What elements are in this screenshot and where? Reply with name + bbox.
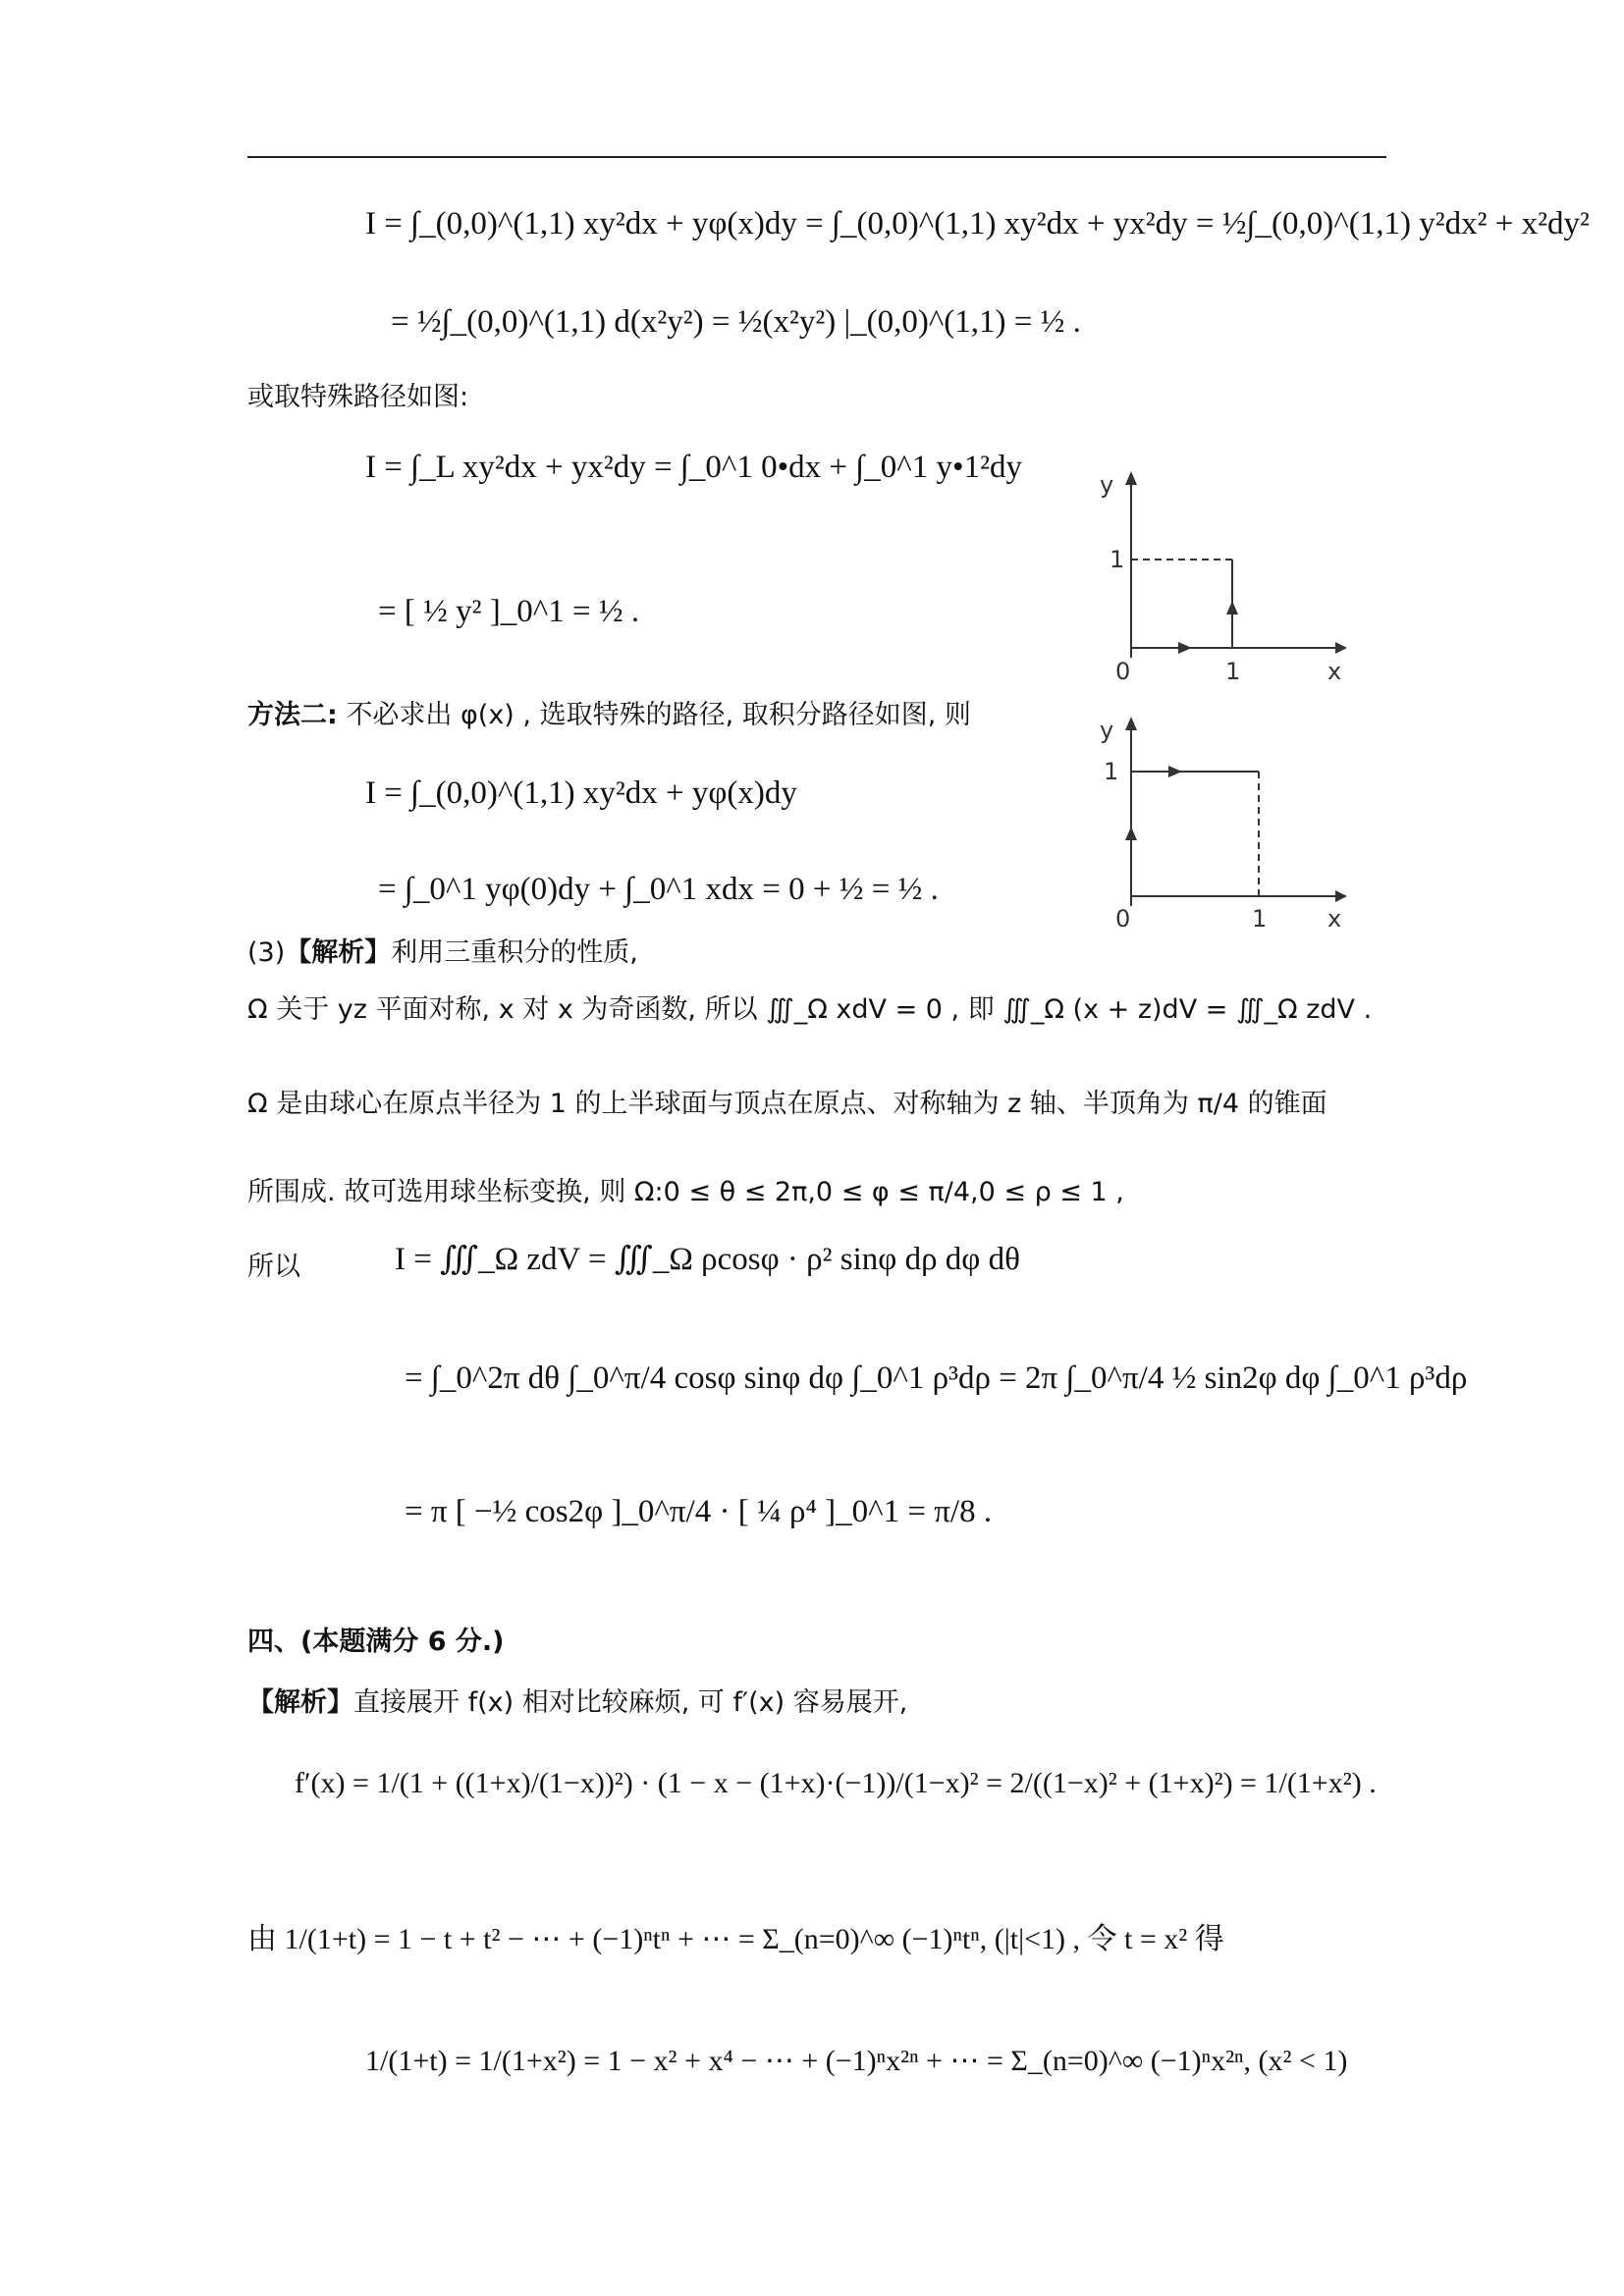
so-label: 所以	[247, 1252, 300, 1282]
method-two-label: 方法二:	[247, 700, 338, 730]
equation-line-10: f′(x) = 1/(1 + ((1+x)/(1−x))²) · (1 − x − (1+x)·(−1))/(1−x)² = 2/((1−x)² + (1+x)²) = 1/(1+x²) .	[295, 1767, 1377, 1799]
x-axis-arrow	[1335, 642, 1347, 654]
fig2-y-label: y	[1100, 717, 1114, 744]
header-rule	[247, 156, 1386, 158]
y-axis-arrow	[1125, 717, 1137, 730]
fig1-tick-y: 1	[1110, 546, 1125, 573]
y-axis-arrow	[1125, 471, 1137, 485]
equation-line-8: = ∫_0^2π dθ ∫_0^π/4 cosφ sinφ dφ ∫_0^1 ρ³dρ = 2π ∫_0^π/4 ½ sin2φ dφ ∫_0^1 ρ³dρ	[405, 1361, 1468, 1396]
fig1-tick-x: 1	[1225, 658, 1241, 685]
equation-line-7: I = ∭_Ω zdV = ∭_Ω ρcosφ · ρ² sinφ dρ dφ dθ	[395, 1242, 1020, 1277]
equation-line-11: 由 1/(1+t) = 1 − t + t² − ⋯ + (−1)ⁿtⁿ + ⋯ = Σ_(n=0)^∞ (−1)ⁿtⁿ, (|t|<1) , 令 t = x² 得	[247, 1923, 1224, 1955]
vertical-path-arrow	[1125, 827, 1137, 840]
section-four-label: 【解析】	[247, 1687, 353, 1718]
section-four-heading: 四、(本题满分 6 分.)	[247, 1627, 505, 1657]
equation-line-3: I = ∫_L xy²dx + yx²dy = ∫_0^1 0•dx + ∫_0^1 y•1²dy	[365, 450, 1022, 485]
vertical-path-arrow	[1226, 601, 1238, 614]
method-two-text: 不必求出 φ(x) , 选取特殊的路径, 取积分路径如图, 则	[346, 700, 971, 730]
x-axis-arrow	[1335, 890, 1347, 902]
fig2-tick-y: 1	[1104, 758, 1119, 785]
fig1-x-label: x	[1327, 658, 1342, 685]
fig2-tick-x: 1	[1252, 905, 1268, 933]
section-four-text: 直接展开 f(x) 相对比较麻烦, 可 f′(x) 容易展开,	[353, 1687, 908, 1718]
path-figure-2	[1090, 715, 1355, 940]
horizontal-path-arrow	[1168, 766, 1182, 777]
horizontal-path-arrow	[1178, 642, 1192, 654]
section-four-paragraph	[247, 1681, 907, 1719]
equation-line-9: = π [ −½ cos2φ ]_0^π/4 · [ ¼ ρ⁴ ]_0^1 = π/8 .	[405, 1494, 993, 1529]
alt-path-text: 或取特殊路径如图:	[247, 382, 469, 412]
part-three-label: 【解析】	[285, 937, 392, 968]
part-three-prefix: (3)	[247, 937, 286, 968]
path-figure-1	[1090, 471, 1345, 687]
fig1-origin-label: 0	[1115, 658, 1131, 685]
region-line-2: 所围成. 故可选用球坐标变换, 则 Ω:0 ≤ θ ≤ 2π,0 ≤ φ ≤ π/4,0 ≤ ρ ≤ 1 ,	[247, 1177, 1124, 1207]
fig2-x-label: x	[1327, 905, 1342, 933]
equation-line-5: I = ∫_(0,0)^(1,1) xy²dx + yφ(x)dy	[365, 775, 797, 811]
equation-line-1: I = ∫_(0,0)^(1,1) xy²dx + yφ(x)dy = ∫_(0,0)^(1,1) xy²dx + yx²dy = ½∫_(0,0)^(1,1) y²dx² + x²dy²	[365, 206, 1590, 241]
equation-line-4: = [ ½ y² ]_0^1 = ½ .	[378, 594, 640, 629]
symmetry-line: Ω 关于 yz 平面对称, x 对 x 为奇函数, 所以 ∭_Ω xdV = 0 , 即 ∭_Ω (x + z)dV = ∭_Ω zdV .	[247, 994, 1373, 1025]
equation-line-12: 1/(1+t) = 1/(1+x²) = 1 − x² + x⁴ − ⋯ + (−1)ⁿx²ⁿ + ⋯ = Σ_(n=0)^∞ (−1)ⁿx²ⁿ, (x² < 1)	[365, 2045, 1348, 2077]
fig2-origin-label: 0	[1115, 905, 1131, 933]
region-line: Ω 是由球心在原点半径为 1 的上半球面与顶点在原点、对称轴为 z 轴、半顶角为 π/4 的锥面	[247, 1089, 1327, 1119]
fig1-y-label: y	[1100, 471, 1114, 499]
part-three-text: 利用三重积分的性质,	[391, 937, 638, 968]
part-three-heading	[247, 931, 638, 969]
method-two-paragraph	[247, 693, 971, 731]
equation-line-2: = ½∫_(0,0)^(1,1) d(x²y²) = ½(x²y²) |_(0,0)^(1,1) = ½ .	[391, 304, 1081, 340]
equation-line-6: = ∫_0^1 yφ(0)dy + ∫_0^1 xdx = 0 + ½ = ½ .	[378, 872, 939, 907]
